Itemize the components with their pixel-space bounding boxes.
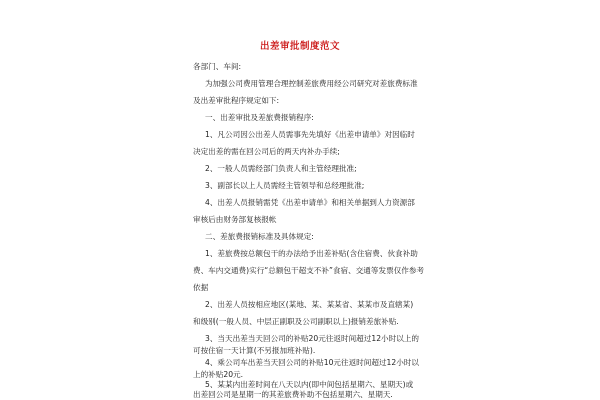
body-line: 1、凡公司因公出差人员需事先先填好《出差申请单》对因临时 [205, 130, 415, 139]
body-line: 5、某某内出差时间在八天以内(即中间包括星期六、星期天)或 [205, 380, 414, 389]
document-title: 出差审批制度范文 [259, 41, 340, 52]
body-line: 决定出差的需在回公司后的两天内补办手续; [193, 147, 340, 156]
body-line: 和级别(一般人员、中层正副职及公司副职以上)报销差旅补贴. [193, 317, 399, 326]
body-line: 1、差旅费按总额包干的办法给予出差补贴(含住宿费、伙食补助 [205, 249, 418, 258]
body-line: 3、当天出差当天回公司的补贴20元往返时间超过12小时以上的 [205, 334, 419, 343]
body-line: 依据 [193, 283, 209, 292]
body-line: 2、出差人员按相应地区(某地、某、某某省、某某市及直辖某) [205, 300, 414, 309]
body-line: 3、副部长以上人员需经主管领导和总经理批准; [205, 181, 365, 190]
body-line: 4、出差人员报销需凭《出差申请单》和相关单据到人力资源部 [205, 198, 415, 207]
body-line: 2、一般人员需经部门负责人和主管经理批准; [205, 164, 357, 173]
body-line: 出差回公司是星期一的其差旅费补助不包括星期六、星期天. [193, 390, 393, 399]
body-line: 可按住宿一天计算(不另报加班补贴). [193, 346, 316, 355]
section-heading: 一、出差审批及差旅费报销程序: [205, 113, 314, 122]
body-line: 审核后由财务部复核报帐 [193, 215, 277, 224]
body-line: 上的补贴20元. [193, 370, 244, 379]
intro-line: 及出差审批程序规定如下: [193, 96, 280, 105]
section-heading: 二、差旅费报销标准及具体规定: [205, 232, 314, 241]
salutation: 各部门、车间: [193, 62, 242, 71]
intro-line: 为加强公司费用管理合理控制差旅费用经公司研究对差旅费标准 [205, 79, 418, 88]
body-line: 费、车内交通费)实行“总额包干超支不补”食宿、交通等发票仅作参考 [193, 266, 425, 275]
body-line: 4、乘公司车出差当天回公司的补贴10元往返时间超过12小时以 [205, 358, 419, 367]
